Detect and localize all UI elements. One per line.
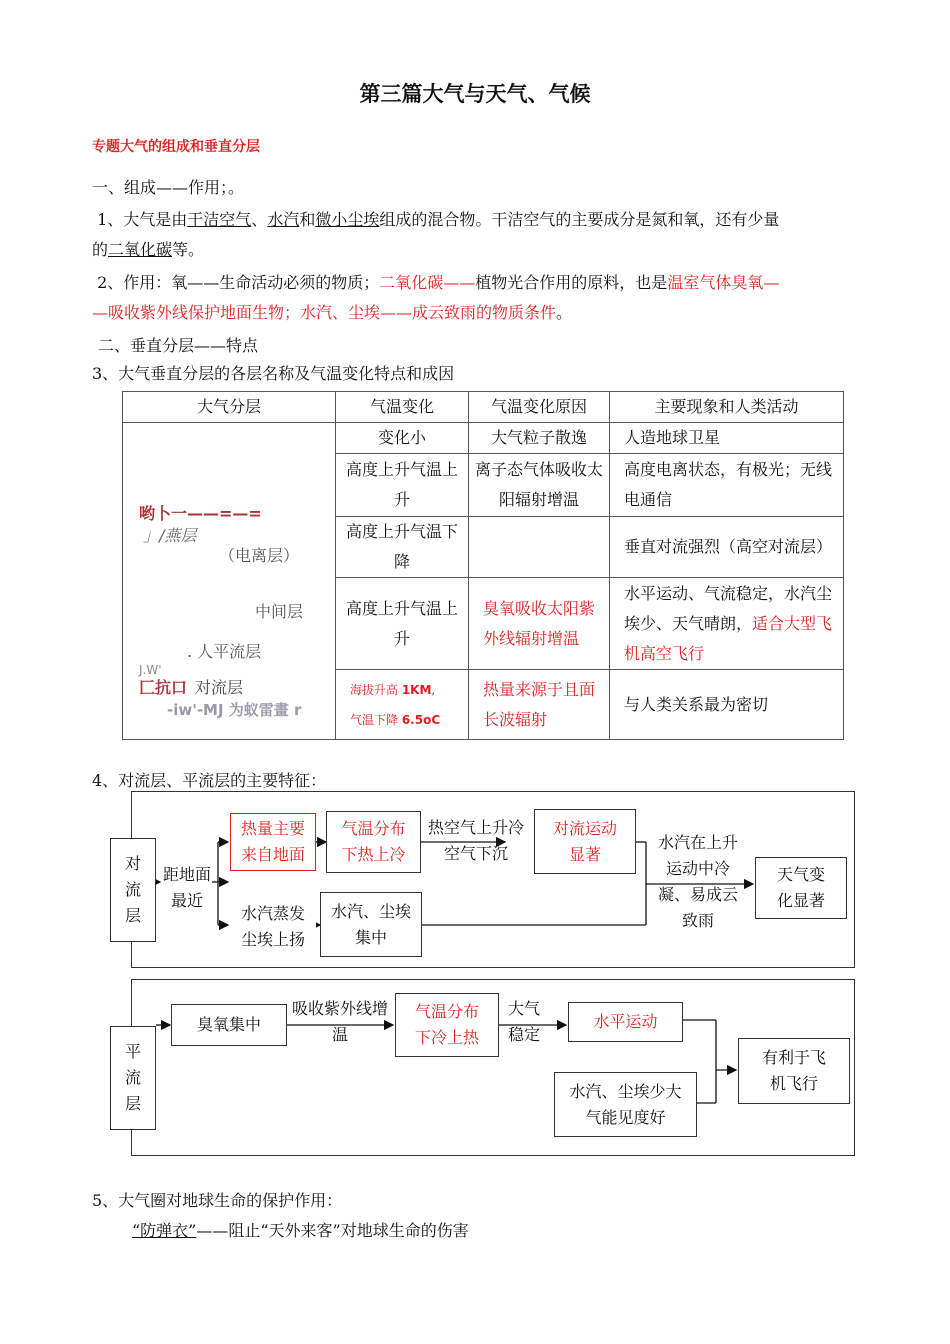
page-title: 第三篇大气与天气、气候 (359, 82, 591, 106)
paragraph-function: 2、作用：氧——生命活动必须的物质；二氧化碳——植物光合作用的原料，也是温室气体臭氧— —吸收紫外线保护地面生物；水汽、尘埃——成云致雨的物质条件。 (92, 273, 780, 322)
row3-phenomena: 垂直对流强烈（高空对流层） (610, 517, 844, 578)
item-5-heading: 5、大气圈对地球生命的保护作用： (92, 1191, 343, 1210)
box-ozone: 臭氧集中 (171, 1004, 287, 1046)
section-heading-composition: 一、组成——作用；。 (92, 178, 245, 197)
box-evaporation: 水汽蒸发尘埃上扬 (230, 898, 316, 956)
box-convection: 对流运动显著 (534, 809, 636, 874)
box-flight-benefit: 有利于飞机飞行 (738, 1038, 850, 1104)
row4-reason: 臭氧吸收太阳紫外线辐射增温 (469, 578, 610, 670)
label-hot-air-rises: 热空气上升冷空气下沉 (428, 818, 525, 863)
row5-temp: 海拔升高 1KM, 气温下降 6.5oC (336, 670, 469, 740)
box-vapor-collect: 水汽、尘埃集中 (320, 892, 422, 957)
box-stratosphere: 平流层 (110, 1026, 156, 1130)
header-temp: 气温变化 (336, 392, 469, 423)
row4-temp: 高度上升气温上升 (336, 578, 469, 670)
row5-reason: 热量来源于且面长波辐射 (469, 670, 610, 740)
layer-label-scan-noise: J.W' (139, 663, 162, 677)
paragraph-composition: 1、大气是由干洁空气、水汽和微小尘埃组成的混合物。干洁空气的主要成分是氮和氧，还有少量 的二氧化碳等。 (92, 210, 780, 259)
row4-phenomena: 水平运动、气流稳定，水汽尘埃少、天气晴朗，适合大型飞机高空飞行 (610, 578, 844, 670)
section-subtitle: 专题大气的组成和垂直分层 (92, 139, 260, 155)
label-stable: 大气稳定 (507, 999, 540, 1044)
header-reason: 气温变化原因 (469, 392, 610, 423)
item-5-content: “防弹衣”——阻止“天外来客”对地球生命的伤害 (132, 1221, 469, 1240)
row1-reason: 大气粒子散逸 (469, 423, 610, 454)
row3-temp: 高度上升气温下降 (336, 517, 469, 578)
label-absorb-uv: 吸收紫外线增 温 (292, 999, 389, 1044)
item-3-heading: 3、大气垂直分层的各层名称及气温变化特点和成因 (92, 364, 455, 383)
row5-phenomena: 与人类关系最为密切 (610, 670, 844, 740)
layer-label-stratosphere: . 人平流层 (187, 642, 262, 661)
box-visibility: 水汽、尘埃少大气能见度好 (554, 1072, 697, 1137)
layer-label-exosphere-scan: 哟卜一——=—= (139, 504, 262, 523)
box-troposphere: 对流层 (110, 838, 156, 942)
box-heat-source: 热量主要来自地面 (230, 813, 316, 871)
box-weather-change: 天气变化显著 (755, 857, 847, 919)
layer-label-thermosphere-scan: 」/燕层 (143, 526, 197, 545)
row2-temp: 高度上升气温上升 (336, 454, 469, 517)
row1-phenomena: 人造地球卫星 (610, 423, 844, 454)
layer-label-mesosphere: 中间层 (255, 602, 304, 621)
layer-label-scan-mark: 匚抗口 (139, 678, 188, 697)
label-nearest-ground: 距地面最近 (162, 865, 211, 910)
section-heading-layers: 二、垂直分层——特点 (98, 336, 259, 355)
row2-phenomena: 高度电离状态，有极光；无线电通信 (610, 454, 844, 517)
row1-temp: 变化小 (336, 423, 469, 454)
box-horizontal-motion: 水平运动 (568, 1002, 683, 1042)
label-vapor-condense: 水汽在上升运动中冷凝、易成云致雨 (657, 833, 738, 930)
layer-label-ionosphere: （电离层） (219, 546, 300, 565)
item-4-heading: 4、对流层、平流层的主要特征： (92, 771, 327, 790)
box-temp-distribution: 气温分布下热上冷 (326, 811, 421, 873)
header-phenomena: 主要现象和人类活动 (610, 392, 844, 423)
layer-label-troposphere: 对流层 (195, 678, 244, 697)
row2-reason: 离子态气体吸收太阳辐射增温 (469, 454, 610, 517)
header-layer: 大气分层 (123, 392, 336, 423)
box-temp-distribution-2: 气温分布下冷上热 (395, 993, 499, 1057)
layer-label-scan-garble: -iw'-MJ 为蚁雷畫 r (167, 701, 302, 719)
